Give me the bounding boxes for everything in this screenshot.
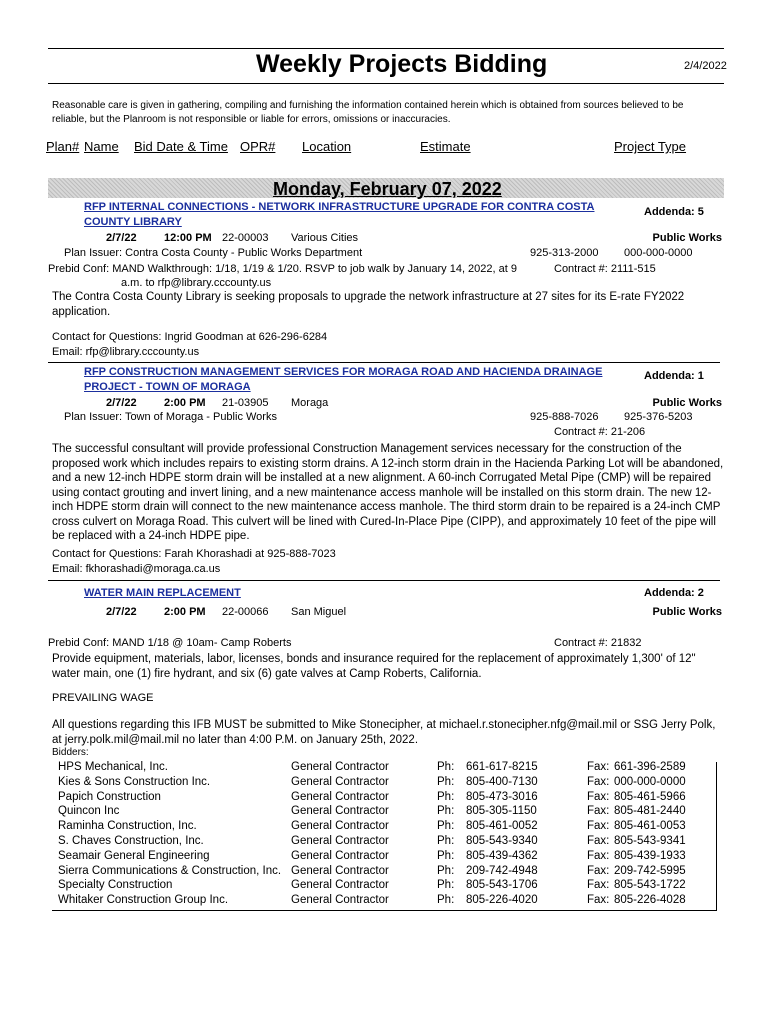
bidder-name: Raminha Construction, Inc. <box>58 820 197 833</box>
col-location: Location <box>302 139 352 154</box>
fax-label: Fax: <box>587 790 610 803</box>
contract-number: Contract #: 21832 <box>554 637 642 649</box>
project-title-link[interactable] <box>84 586 624 601</box>
project-divider <box>48 362 720 363</box>
header-top-rule <box>48 48 724 49</box>
bidder-name: Quincon Inc <box>58 805 120 818</box>
phone-label: Ph: <box>437 805 455 818</box>
project-title-line: PROJECT - TOWN OF MORAGA <box>84 381 251 393</box>
project-title-link[interactable] <box>84 365 624 395</box>
bidder-row <box>0 791 770 806</box>
bidder-phone: 805-226-4020 <box>466 894 538 907</box>
prebid-conf-cont: a.m. to rfp@library.cccounty.us <box>121 277 272 289</box>
bidder-row <box>0 820 770 835</box>
bid-time: 2:00 PM <box>164 606 206 618</box>
bidder-fax: 661-396-2589 <box>614 761 686 773</box>
addenda-count: Addenda: 2 <box>644 587 704 599</box>
bidder-fax: 805-481-2440 <box>614 805 686 818</box>
project-title-link[interactable] <box>84 200 624 230</box>
bidder-role: General Contractor <box>291 761 389 773</box>
phone-label: Ph: <box>437 864 455 877</box>
questions-note: All questions regarding this IFB MUST be submitted to Mike Stonecipher, at michael.r.stonecipher.nfg@mail.mil or SSG Jerry Polk, at jerry.polk.mil@mail.mil no later than 4:00 P.M. on January 25th, 2022. <box>52 719 716 746</box>
bidder-row <box>0 835 770 850</box>
contact: Contact for Questions: Farah Khorashadi at 925-888-7023 <box>52 548 336 560</box>
fax-label: Fax: <box>587 775 610 788</box>
report-date: 2/4/2022 <box>684 60 727 72</box>
project-title-line: WATER MAIN REPLACEMENT <box>84 587 241 599</box>
phone-label: Ph: <box>437 775 455 788</box>
location: Moraga <box>291 397 329 409</box>
project-title-line: COUNTY LIBRARY <box>84 216 182 228</box>
fax-label: Fax: <box>587 849 610 862</box>
bidder-fax: 805-461-0053 <box>614 820 686 833</box>
bidder-role: General Contractor <box>291 805 389 818</box>
phone-label: Ph: <box>437 835 455 847</box>
bidder-name: S. Chaves Construction, Inc. <box>58 835 204 847</box>
bidder-row <box>0 894 770 909</box>
disclaimer: Reasonable care is given in gathering, compiling and furnishing the information contained herein which is obtained from sources believed to be reliable, but the Planroom is not responsible or liable for errors, omissions or inaccuracies. <box>52 100 684 125</box>
bidder-name: Sierra Communications & Construction, Inc. <box>58 864 282 877</box>
project-type: Public Works <box>652 606 722 618</box>
project-title-line: RFP CONSTRUCTION MANAGEMENT SERVICES FOR MORAGA ROAD AND HACIENDA DRAINAGE <box>84 366 603 378</box>
issuer-phone: 925-888-7026 <box>530 411 599 423</box>
col-plan: Plan# <box>46 139 80 154</box>
phone-label: Ph: <box>437 894 455 907</box>
bidder-row <box>0 761 770 776</box>
fax-label: Fax: <box>587 894 610 907</box>
opr-number: 22-00003 <box>222 232 269 244</box>
bidder-row <box>0 865 770 880</box>
bidder-fax: 805-543-9341 <box>614 835 686 847</box>
prebid-conf: Prebid Conf: MAND 1/18 @ 10am- Camp Roberts <box>48 637 292 649</box>
col-name: Name <box>84 139 119 154</box>
bidder-name: Whitaker Construction Group Inc. <box>58 894 229 907</box>
fax-label: Fax: <box>587 864 610 877</box>
project-type: Public Works <box>652 397 722 409</box>
phone-label: Ph: <box>437 849 455 862</box>
bidder-fax: 000-000-0000 <box>614 775 686 788</box>
addenda-count: Addenda: 5 <box>644 206 704 218</box>
phone-label: Ph: <box>437 879 455 892</box>
bidder-phone: 805-543-1706 <box>466 879 538 892</box>
addenda-count: Addenda: 1 <box>644 370 704 382</box>
project-description: Provide equipment, materials, labor, licenses, bonds and insurance required for the replacement of approximately 1,300' of 12" water main, one (1) fire hydrant, and six (6) gate valves at Camp Roberts, California. <box>52 653 696 680</box>
bidder-phone: 661-617-8215 <box>466 761 538 773</box>
project-description: The Contra Costa County Library is seeking proposals to upgrade the network infrastructure at 27 sites for its E-rate FY2022 application. <box>52 291 685 318</box>
project-divider <box>48 580 720 581</box>
bid-date: 2/7/22 <box>106 606 137 618</box>
project-type: Public Works <box>652 232 722 244</box>
bidder-fax: 209-742-5995 <box>614 864 686 877</box>
contract-number: Contract #: 2111-515 <box>554 263 656 275</box>
prebid-conf: Prebid Conf: MAND Walkthrough: 1/18, 1/19 & 1/20. RSVP to job walk by January 14, 2022, at 9 <box>48 263 517 275</box>
header-bottom-rule <box>48 83 724 84</box>
bidder-fax: 805-226-4028 <box>614 894 686 907</box>
location: San Miguel <box>291 606 347 618</box>
bidder-name: Specialty Construction <box>58 879 173 892</box>
bidder-phone: 805-461-0052 <box>466 820 538 833</box>
bidder-role: General Contractor <box>291 790 389 803</box>
page-title: Weekly Projects Bidding <box>256 50 548 78</box>
contract-number: Contract #: 21-206 <box>554 426 646 438</box>
fax-label: Fax: <box>587 820 610 833</box>
bidder-row <box>0 805 770 820</box>
col-opr: OPR# <box>240 139 276 154</box>
bidder-row <box>0 776 770 791</box>
bidders-rule <box>716 762 717 910</box>
col-bid-date: Bid Date & Time <box>134 139 228 154</box>
bid-date: 2/7/22 <box>106 397 137 409</box>
contact-email: Email: fkhorashadi@moraga.ca.us <box>52 563 221 575</box>
plan-issuer: Plan Issuer: Contra Costa County - Public Works Department <box>64 247 363 259</box>
bidder-phone: 805-305-1150 <box>466 805 537 818</box>
day-heading: Monday, February 07, 2022 <box>273 179 502 199</box>
project-title-line: RFP INTERNAL CONNECTIONS - NETWORK INFRASTRUCTURE UPGRADE FOR CONTRA COSTA <box>84 201 595 213</box>
bidder-fax: 805-439-1933 <box>614 849 686 862</box>
bidder-name: Kies & Sons Construction Inc. <box>58 775 211 788</box>
opr-number: 22-00066 <box>222 606 269 618</box>
project-description: The successful consultant will provide professional Construction Management services necessary for the construction of the proposed work which includes repairs to existing storm drains. A 12-inch storm drain in the Hacienda Parking Lot will be abandoned, and a new 12-inch HDPE storm drain will be installed at a new alignment. A 60-inch Corrugated Metal Pipe (CMP) will be repaired using contact grouting and invert lining, and a new maintenance access manhole will be installed on this storm drain. The new 12-inch HDPE storm drain will connect to the new maintenance access manhole. The third storm drain to be repaired is a 24-inch CMP cross culvert on Moraga Road. This culvert will be lined with Cured-In-Place Pipe (CIPP), and approximately 10 feet of the pipe will be replaced with a 24-inch HDPE pipe. <box>52 443 724 542</box>
bidder-fax: 805-461-5966 <box>614 790 686 803</box>
bidder-role: General Contractor <box>291 820 389 833</box>
prevailing-wage: PREVAILING WAGE <box>52 692 154 704</box>
plan-issuer: Plan Issuer: Town of Moraga - Public Works <box>64 411 277 423</box>
bidders-bottom-rule <box>52 910 717 911</box>
bid-time: 2:00 PM <box>164 397 206 409</box>
bidder-row <box>0 879 770 894</box>
bidder-role: General Contractor <box>291 864 389 877</box>
issuer-fax: 925-376-5203 <box>624 411 693 423</box>
phone-label: Ph: <box>437 790 455 803</box>
bid-date: 2/7/22 <box>106 232 137 244</box>
fax-label: Fax: <box>587 835 610 847</box>
fax-label: Fax: <box>587 805 610 818</box>
bidder-phone: 805-439-4362 <box>466 849 538 862</box>
col-project-type: Project Type <box>614 139 687 154</box>
bidder-name: HPS Mechanical, Inc. <box>58 761 168 773</box>
fax-label: Fax: <box>587 761 610 773</box>
opr-number: 21-03905 <box>222 397 269 409</box>
contact: Contact for Questions: Ingrid Goodman at 626-296-6284 <box>52 331 328 343</box>
issuer-fax: 000-000-0000 <box>624 247 693 259</box>
bidder-row <box>0 850 770 865</box>
bidder-role: General Contractor <box>291 775 389 788</box>
bidders-label: Bidders: <box>52 747 89 758</box>
fax-label: Fax: <box>587 879 610 892</box>
bidder-phone: 805-473-3016 <box>466 790 538 803</box>
location: Various Cities <box>291 232 359 244</box>
bidder-role: General Contractor <box>291 849 389 862</box>
bidder-role: General Contractor <box>291 879 389 892</box>
bidder-role: General Contractor <box>291 835 389 847</box>
bidder-name: Papich Construction <box>58 790 161 803</box>
issuer-phone: 925-313-2000 <box>530 247 599 259</box>
bidder-phone: 209-742-4948 <box>466 864 538 877</box>
bidder-phone: 805-400-7130 <box>466 775 538 788</box>
bidder-phone: 805-543-9340 <box>466 835 538 847</box>
contact-email: Email: rfp@library.cccounty.us <box>52 346 200 358</box>
bidder-name: Seamair General Engineering <box>58 849 210 862</box>
bidder-fax: 805-543-1722 <box>614 879 686 892</box>
phone-label: Ph: <box>437 820 455 833</box>
bidder-role: General Contractor <box>291 894 389 907</box>
phone-label: Ph: <box>437 761 455 773</box>
bid-time: 12:00 PM <box>164 232 212 244</box>
col-estimate: Estimate <box>420 139 471 154</box>
